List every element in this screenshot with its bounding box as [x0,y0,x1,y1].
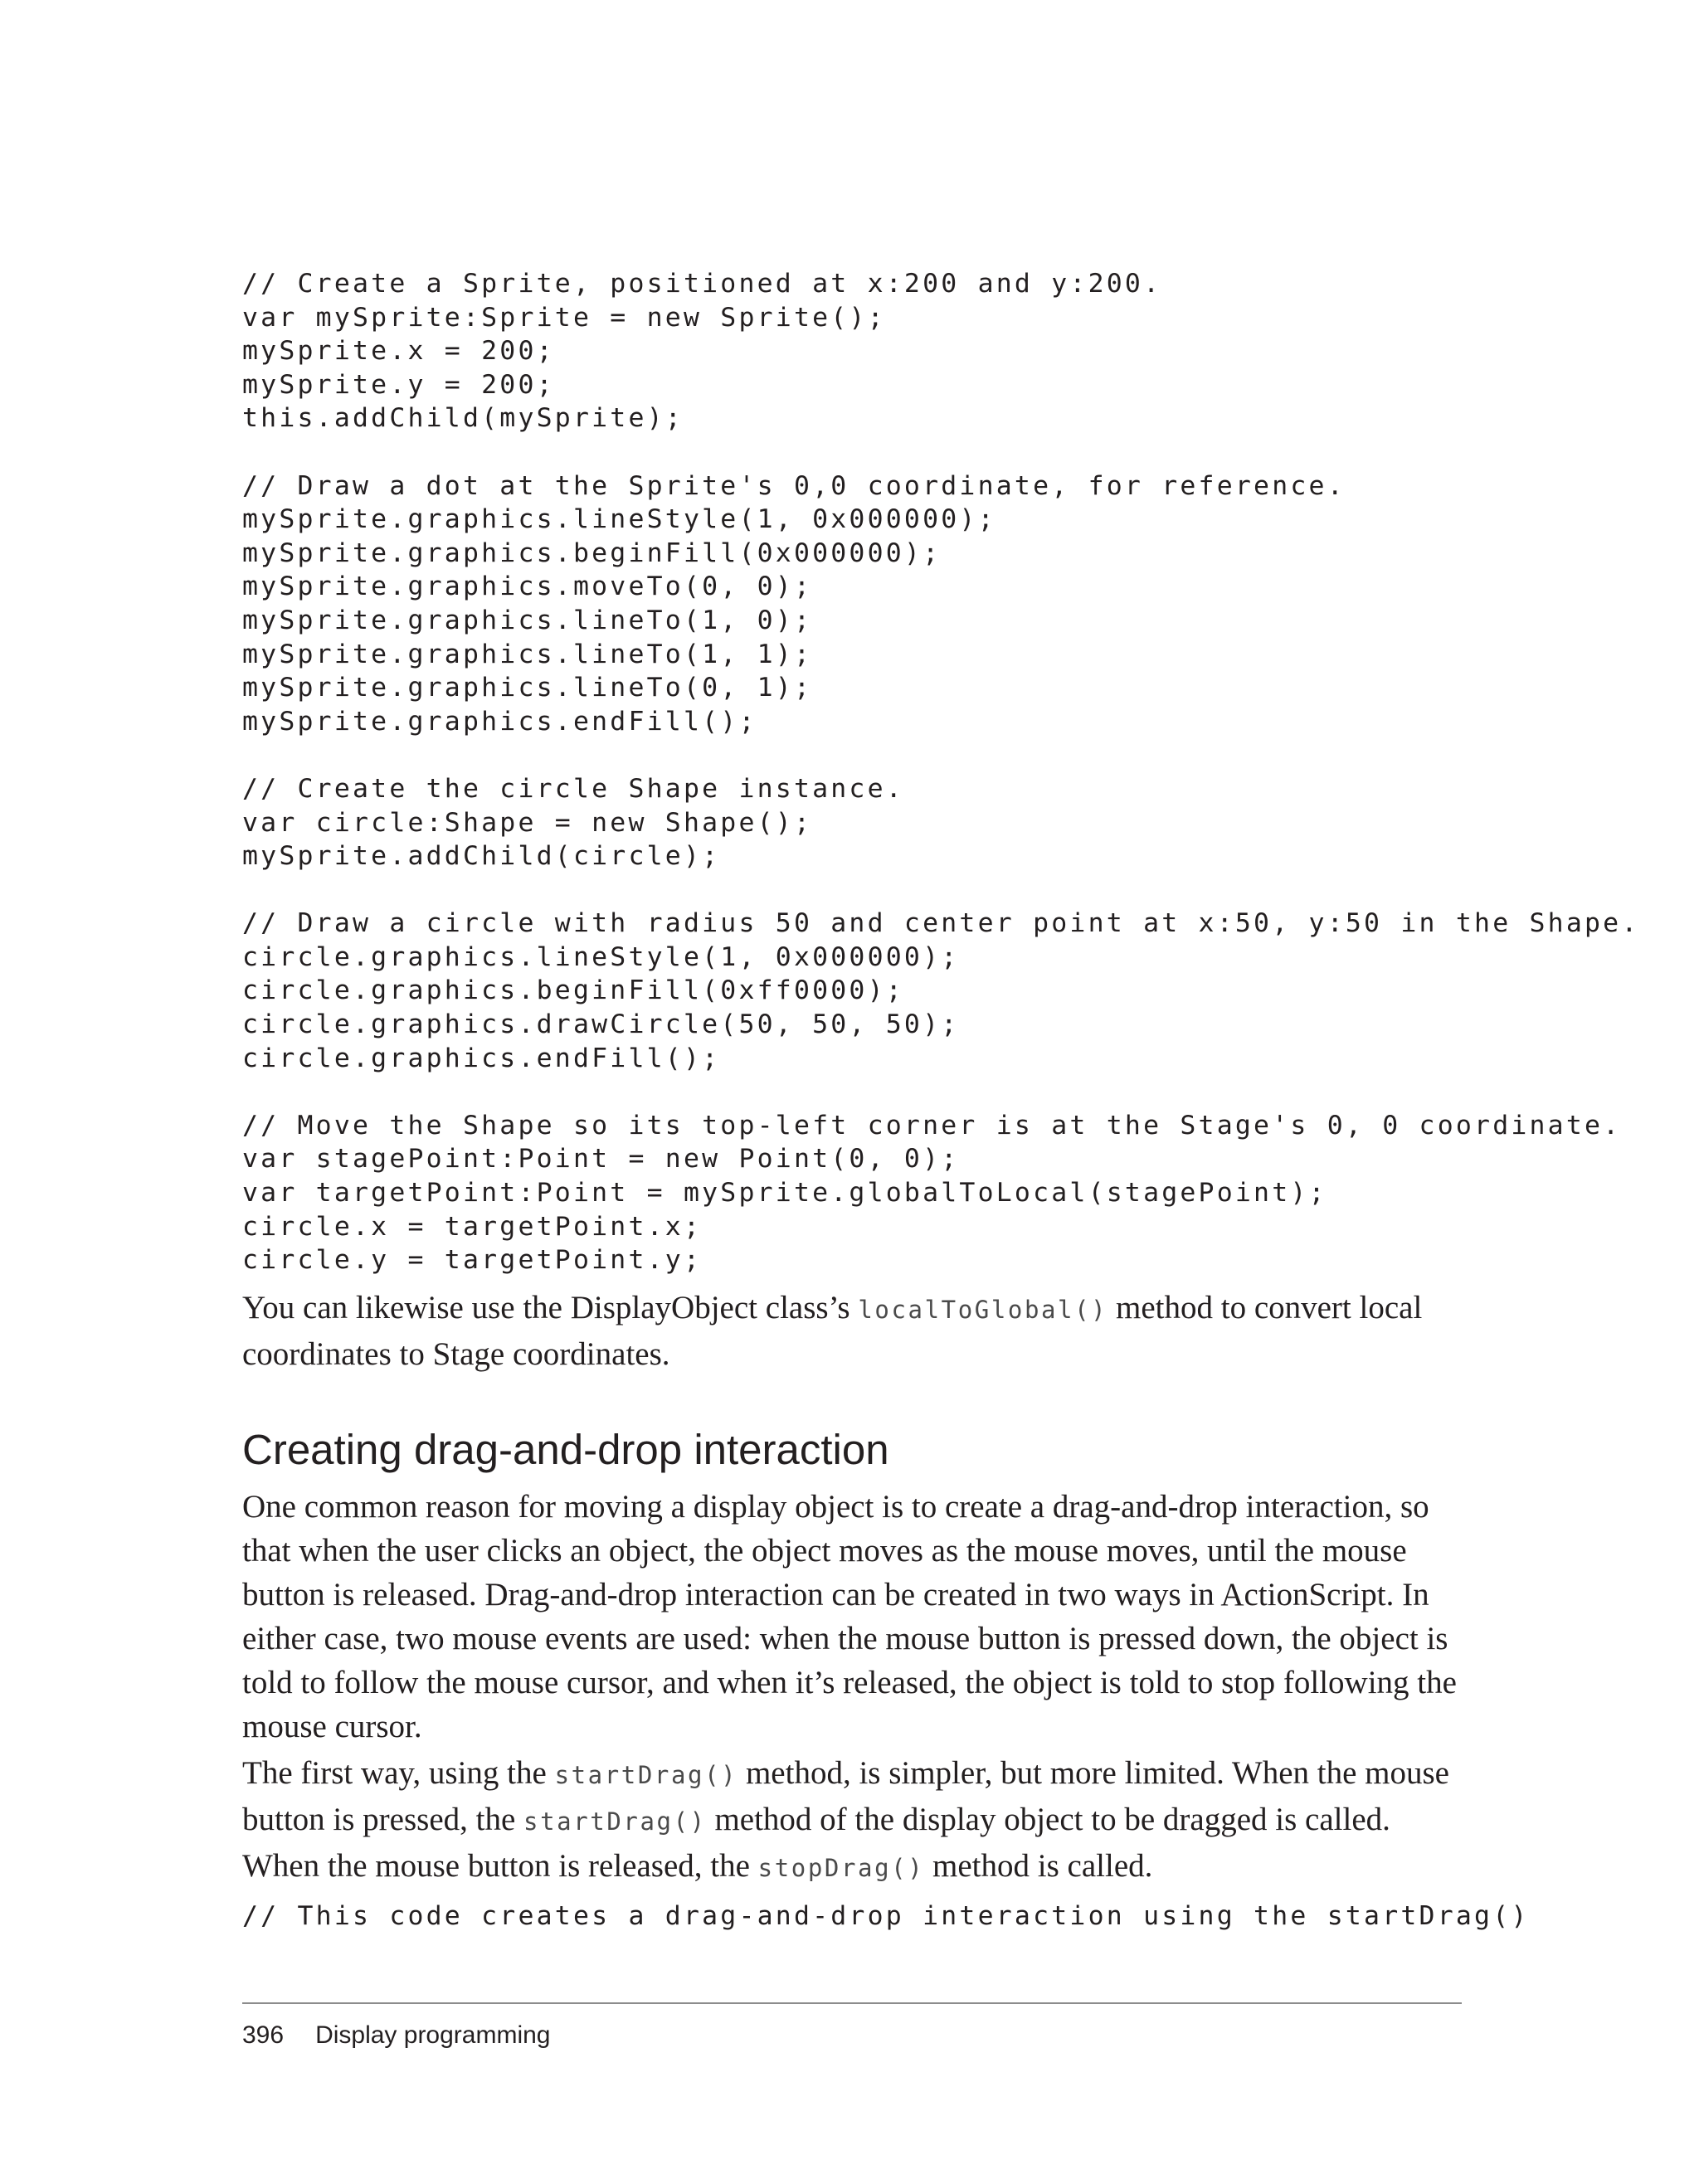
code-line [242,873,1640,907]
code-block-drag [242,1899,1530,1933]
code-line: mySprite.graphics.lineTo(0, 1); [242,673,813,703]
code-line: this.addChild(mySprite); [242,403,684,434]
paragraph-text: The first way, using the [242,1755,555,1791]
code-line [242,435,1640,469]
footer-section-title: Display programming [315,2021,551,2049]
code-line: mySprite.graphics.moveTo(0, 0); [242,572,813,602]
code-line: // Create a Sprite, positioned at x:200 and y:200. [242,269,1162,299]
paragraph-text: method, is simpler, but more limited. When the mouse button is pressed, the [242,1755,1449,1837]
code-line: mySprite.addChild(circle); [242,841,721,872]
page-footer [242,2019,551,2052]
section-heading: Creating drag-and-drop interaction [242,1426,889,1473]
code-line: // Create the circle Shape instance. [242,773,904,804]
inline-code: startDrag() [554,1761,738,1789]
code-line: // This code creates a drag-and-drop interaction using the startDrag() [242,1901,1530,1931]
paragraph-text: You can likewise use the DisplayObject class’s [242,1290,859,1325]
footer-divider [242,2002,1462,2004]
code-line: // Move the Shape so its top-left corner is at the Stage's 0, 0 coordinate. [242,1110,1622,1141]
inline-code: localToGlobal() [858,1296,1108,1324]
code-line: circle.graphics.drawCircle(50, 50, 50); [242,1009,960,1040]
code-line: mySprite.graphics.lineTo(1, 1); [242,639,813,669]
code-line: mySprite.graphics.beginFill(0x000000); [242,537,942,568]
code-line [242,738,1640,772]
code-line: mySprite.graphics.lineStyle(1, 0x000000); [242,504,996,535]
code-line: // Draw a dot at the Sprite's 0,0 coordinate, for reference. [242,470,1346,501]
code-line: circle.y = targetPoint.y; [242,1245,703,1276]
paragraph-text: method of the display object to be dragged is called. When the mouse button is released, the [242,1802,1390,1884]
code-block-coordinates [242,267,1640,1277]
inline-code: stopDrag() [757,1854,925,1882]
code-line: mySprite.y = 200; [242,369,555,400]
paragraph-local-to-global [242,1286,1462,1376]
code-line: var circle:Shape = new Shape(); [242,807,813,838]
paragraph-text: method to convert local coordinates to Stage coordinates. [242,1290,1423,1372]
code-line: circle.x = targetPoint.x; [242,1211,703,1242]
code-line: // Draw a circle with radius 50 and center point at x:50, y:50 in the Shape. [242,908,1640,939]
code-line: var mySprite:Sprite = new Sprite(); [242,302,886,333]
paragraph-drag-and-drop-intro: One common reason for moving a display object is to create a drag-and-drop interaction, so that when the user clicks an object, the object moves as the mouse moves, until the mouse button is released. Drag-and-drop interaction can be created in two ways in ActionScript. In either case, two mouse events are used: when the mouse button is pressed down, the object is told to follow the mouse cursor, and when it’s released, the object is told to stop following the mouse cursor. [242,1489,1457,1744]
code-line: var targetPoint:Point = mySprite.globalToLocal(stagePoint); [242,1178,1327,1209]
inline-code: startDrag() [523,1807,707,1836]
code-line: circle.graphics.endFill(); [242,1043,721,1073]
code-line: mySprite.graphics.endFill(); [242,706,757,737]
page-number: 396 [242,2021,285,2049]
code-line: mySprite.x = 200; [242,336,555,367]
code-line: var stagePoint:Point = new Point(0, 0); [242,1144,960,1175]
paragraph-start-drag [242,1751,1462,1890]
code-line: circle.graphics.lineStyle(1, 0x000000); [242,941,960,972]
paragraph-text: method is called. [924,1848,1153,1884]
code-line: mySprite.graphics.lineTo(1, 0); [242,605,813,635]
code-line: circle.graphics.beginFill(0xff0000); [242,975,904,1006]
code-line [242,1075,1640,1109]
